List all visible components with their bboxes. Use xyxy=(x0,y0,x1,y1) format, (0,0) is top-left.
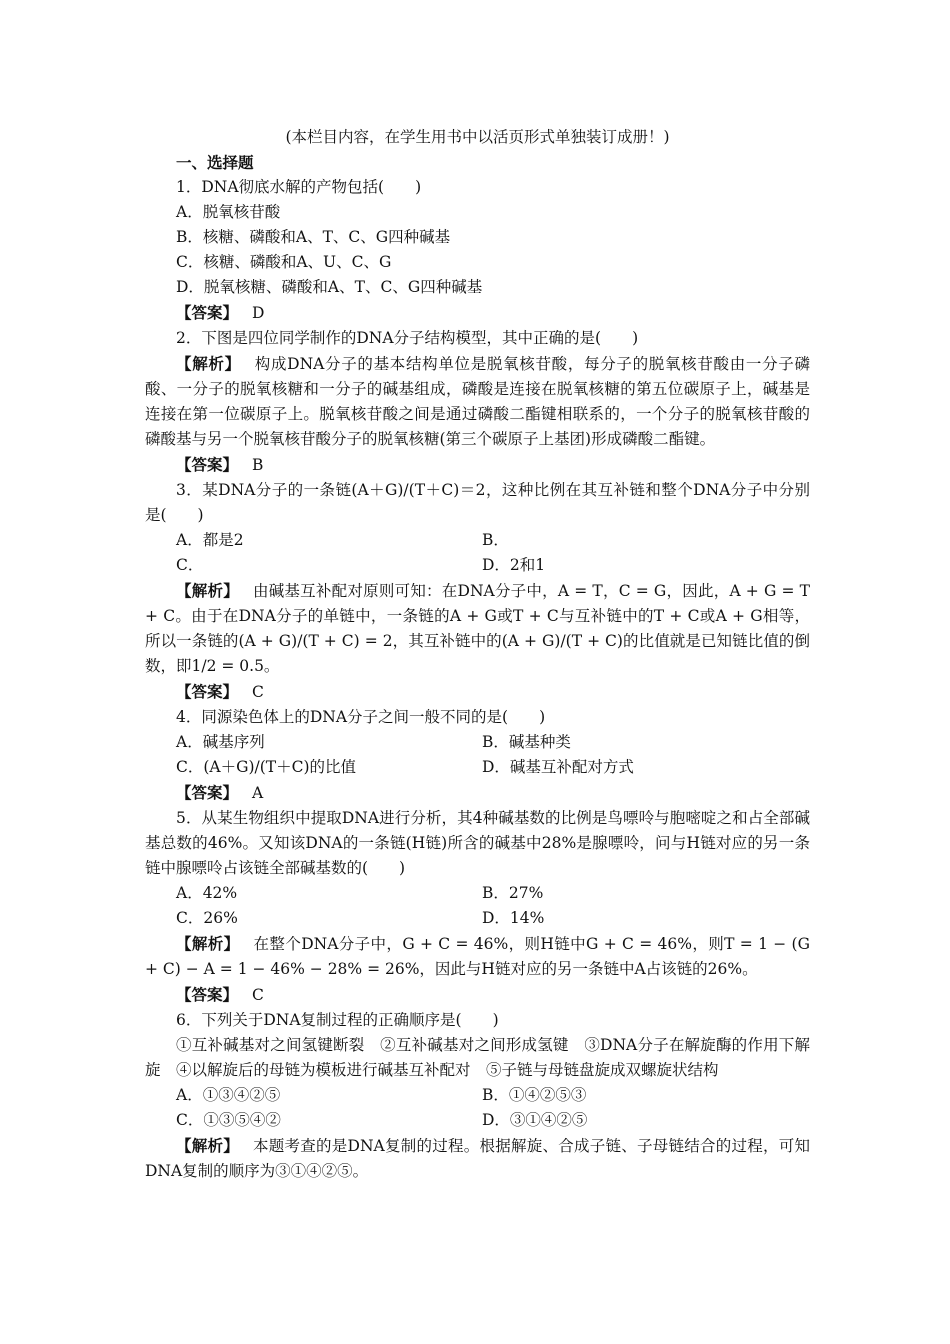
option-a: A．42% xyxy=(176,884,238,902)
option-d: D．碱基互补配对方式 xyxy=(482,758,634,776)
analysis-text: 在整个DNA分子中，G + C = 46%，则H链中G + C = 46%，则T = 1 − (G + C) − A = 1 − 46% − 28% = 26%，因此与H链对应的另一条链中A占该链的26%。 xyxy=(145,935,810,978)
document-page xyxy=(145,125,810,1184)
answer-value: C xyxy=(252,986,264,1004)
option-a: A．碱基序列 xyxy=(176,733,265,751)
question-1 xyxy=(145,175,810,326)
options-row xyxy=(145,906,810,931)
options-row xyxy=(145,730,810,755)
answer-line xyxy=(145,780,810,806)
option-d: D．脱氧核糖、磷酸和A、T、C、G四种碱基 xyxy=(176,278,483,296)
question-stem: 4．同源染色体上的DNA分子之间一般不同的是( ) xyxy=(176,708,546,726)
answer-label: 【答案】 xyxy=(176,783,239,802)
question-3 xyxy=(145,478,810,705)
options-row xyxy=(145,528,810,553)
answer-line xyxy=(145,300,810,326)
answer-value: C xyxy=(252,683,264,701)
options-row xyxy=(145,1083,810,1108)
answer-value: D xyxy=(252,304,265,322)
question-stem: 6．下列关于DNA复制过程的正确顺序是( ) xyxy=(176,1011,499,1029)
answer-label: 【答案】 xyxy=(176,985,239,1004)
answer-label: 【答案】 xyxy=(176,303,239,322)
options-row xyxy=(145,881,810,906)
analysis-text: 构成DNA分子的基本结构单位是脱氧核苷酸，每分子的脱氧核苷酸由一分子磷酸、一分子的脱氧核糖和一分子的碱基组成，磷酸是连接在脱氧核糖的第五位碳原子上，碱基是连接在第一位碳原子上。脱氧核苷酸之间是通过磷酸二酯键相联系的，一个分子的脱氧核苷酸的磷酸基与另一个脱氧核苷酸分子的脱氧核糖(第三个碳原子上基团)形成磷酸二酯键。 xyxy=(145,355,810,448)
answer-value: A xyxy=(252,784,264,802)
analysis-label: 【解析】 xyxy=(176,934,240,953)
option-c: C．核糖、磷酸和A、U、C、G xyxy=(176,253,392,271)
question-stem: 2．下图是四位同学制作的DNA分子结构模型，其中正确的是( ) xyxy=(176,329,639,347)
option-c: C．26% xyxy=(176,909,238,927)
answer-line xyxy=(145,452,810,478)
analysis-paragraph xyxy=(145,578,810,679)
question-2 xyxy=(145,326,810,478)
analysis-paragraph xyxy=(145,351,810,452)
option-b: B．碱基种类 xyxy=(482,733,571,751)
options-row xyxy=(145,553,810,578)
analysis-label: 【解析】 xyxy=(176,354,241,373)
analysis-label: 【解析】 xyxy=(176,581,239,600)
section-title: 一、选择题 xyxy=(176,153,254,172)
option-d: D．③①④②⑤ xyxy=(482,1111,588,1129)
analysis-paragraph xyxy=(145,931,810,982)
option-a: A．都是2 xyxy=(176,531,244,549)
option-c: C．(A＋G)/(T＋C)的比值 xyxy=(176,758,357,776)
question-detail: ①互补碱基对之间氢键断裂 ②互补碱基对之间形成氢键 ③DNA分子在解旋酶的作用下解旋 ④以解旋后的母链为模板进行碱基互补配对 ⑤子链与母链盘旋成双螺旋状结构 xyxy=(145,1036,810,1079)
question-6 xyxy=(145,1008,810,1184)
option-d: D．2和1 xyxy=(482,556,546,574)
option-d: D．14% xyxy=(482,909,545,927)
analysis-text: 本题考查的是DNA复制的过程。根据解旋、合成子链、子母链结合的过程，可知DNA复制的顺序为③①④②⑤。 xyxy=(145,1137,810,1180)
answer-label: 【答案】 xyxy=(176,682,239,701)
option-c: C．①③⑤④② xyxy=(176,1111,281,1129)
option-b: B．①④②⑤③ xyxy=(482,1086,587,1104)
answer-label: 【答案】 xyxy=(176,455,239,474)
answer-line xyxy=(145,982,810,1008)
question-stem: 1．DNA彻底水解的产物包括( ) xyxy=(176,178,422,196)
analysis-label: 【解析】 xyxy=(176,1136,240,1155)
question-5 xyxy=(145,806,810,1008)
option-a: A．①③④②⑤ xyxy=(176,1086,281,1104)
header-note: (本栏目内容，在学生用书中以活页形式单独装订成册！) xyxy=(285,128,670,146)
options-row xyxy=(145,755,810,780)
question-stem: 5．从某生物组织中提取DNA进行分析，其4种碱基数的比例是鸟嘌呤与胞嘧啶之和占全部碱基总数的46%。又知该DNA的一条链(H链)所含的碱基中28%是腺嘌呤，问与H链对应的另一条链中腺嘌呤占该链全部碱基数的( ) xyxy=(145,809,810,877)
analysis-text: 由碱基互补配对原则可知：在DNA分子中，A = T，C = G，因此，A + G = T + C。由于在DNA分子的单链中，一条链的A + G或T + C与互补链中的T + C或A + G相等，所以一条链的(A + G)/(T + C) = 2，其互补链中的(A + G)/(T + C)的比值就是已知链比值的倒数，即1/2 = 0.5。 xyxy=(145,582,810,675)
options-row xyxy=(145,1108,810,1133)
option-a: A．脱氧核苷酸 xyxy=(176,203,281,221)
option-b: B．核糖、磷酸和A、T、C、G四种碱基 xyxy=(176,228,451,246)
analysis-paragraph xyxy=(145,1133,810,1184)
question-stem: 3．某DNA分子的一条链(A＋G)/(T＋C)＝2，这种比例在其互补链和整个DNA分子中分别是( ) xyxy=(145,481,810,524)
answer-line xyxy=(145,679,810,705)
question-4 xyxy=(145,705,810,806)
answer-value: B xyxy=(252,456,264,474)
option-b: B． xyxy=(482,531,509,549)
option-b: B．27% xyxy=(482,884,544,902)
option-c: C． xyxy=(176,556,204,574)
